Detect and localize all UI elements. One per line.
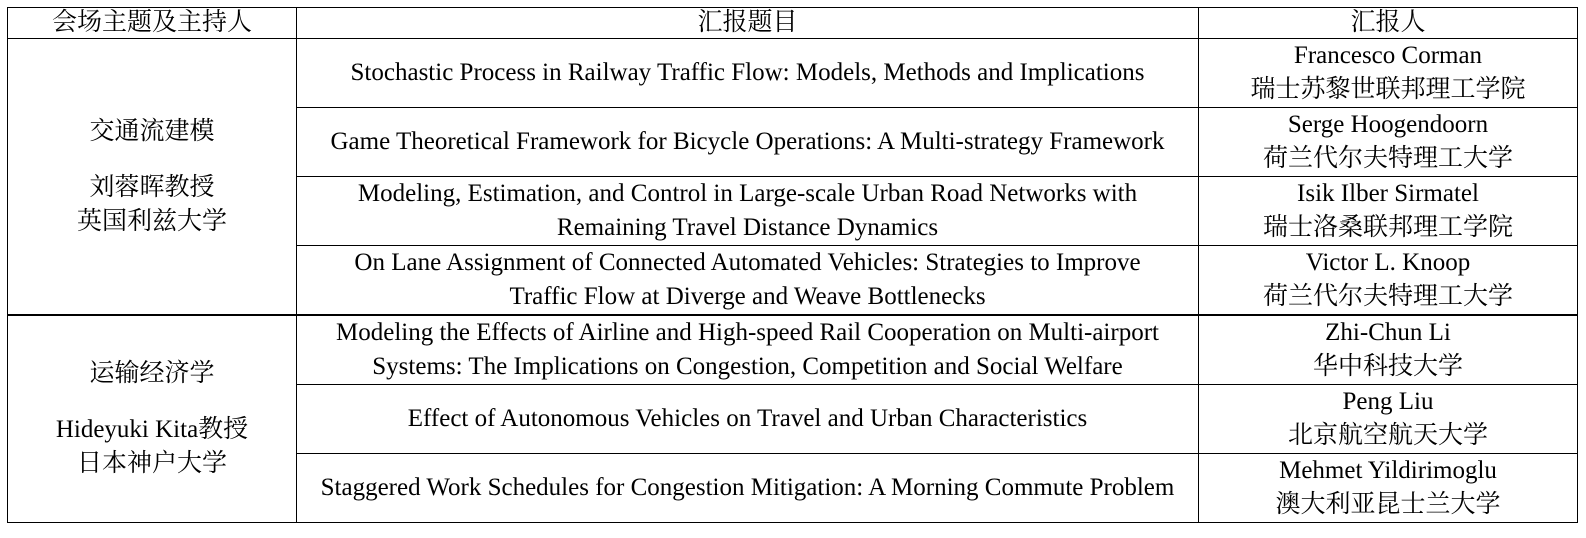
- table-row: [8, 315, 1578, 385]
- schedule-sheet: [7, 7, 1577, 523]
- table-row: [8, 39, 1578, 108]
- speaker-affiliation: 澳大利亚昆士兰大学: [1275, 491, 1501, 518]
- speaker-affiliation: 瑞士苏黎世联邦理工学院: [1250, 76, 1526, 103]
- session-host-name: Hideyuki Kita教授: [55, 416, 249, 443]
- speaker-affiliation: 北京航空航天大学: [1287, 422, 1488, 449]
- talk-title: Game Theoretical Framework for Bicycle Operations: A Multi-strategy Framework: [297, 108, 1199, 177]
- speaker-name: Peng Liu: [1342, 388, 1434, 415]
- talk-title: Modeling the Effects of Airline and High-speed Rail Cooperation on Multi-airport Systems: The Implications on Congestion, Competition and Social Welfare: [297, 315, 1199, 385]
- session-host-name: 刘蓉晖教授: [89, 173, 215, 201]
- schedule-table: [7, 7, 1578, 523]
- talk-speaker: [1199, 108, 1578, 177]
- talk-title: On Lane Assignment of Connected Automated Vehicles: Strategies to Improve Traffic Flow at Diverge and Weave Bottlenecks: [297, 246, 1199, 316]
- header-session-host: 会场主题及主持人: [8, 8, 297, 39]
- session-host-affiliation: 日本神户大学: [76, 450, 227, 477]
- speaker-name: Mehmet Yildirimoglu: [1279, 457, 1497, 484]
- speaker-name: Serge Hoogendoorn: [1287, 111, 1489, 138]
- header-talk-title: 汇报题目: [297, 8, 1199, 39]
- talk-title: Modeling, Estimation, and Control in Large-scale Urban Road Networks with Remaining Travel Distance Dynamics: [297, 177, 1199, 246]
- speaker-name: Victor L. Knoop: [1305, 249, 1471, 276]
- speaker-name: Francesco Corman: [1293, 42, 1483, 69]
- speaker-affiliation: 荷兰代尔夫特理工大学: [1262, 145, 1513, 172]
- speaker-name: Isik Ilber Sirmatel: [1297, 180, 1479, 207]
- session-host-affiliation: 英国利兹大学: [76, 207, 227, 235]
- speaker-name: Zhi-Chun Li: [1325, 319, 1451, 346]
- talk-speaker: [1199, 315, 1578, 385]
- talk-title: Effect of Autonomous Vehicles on Travel and Urban Characteristics: [297, 385, 1199, 454]
- talk-speaker: [1199, 454, 1578, 523]
- speaker-affiliation: 荷兰代尔夫特理工大学: [1262, 283, 1513, 310]
- session-cell: [8, 39, 297, 316]
- talk-speaker: [1199, 177, 1578, 246]
- talk-title: Staggered Work Schedules for Congestion Mitigation: A Morning Commute Problem: [297, 454, 1199, 523]
- session-theme: 交通流建模: [89, 117, 215, 145]
- session-theme: 运输经济学: [89, 360, 215, 387]
- header-speaker: 汇报人: [1199, 8, 1578, 39]
- speaker-affiliation: 华中科技大学: [1312, 353, 1463, 380]
- talk-speaker: [1199, 39, 1578, 108]
- talk-speaker: [1199, 246, 1578, 316]
- speaker-affiliation: 瑞士洛桑联邦理工学院: [1262, 214, 1513, 241]
- session-cell: [8, 315, 297, 523]
- header-row: [8, 8, 1578, 39]
- talk-speaker: [1199, 385, 1578, 454]
- talk-title: Stochastic Process in Railway Traffic Flow: Models, Methods and Implications: [297, 39, 1199, 108]
